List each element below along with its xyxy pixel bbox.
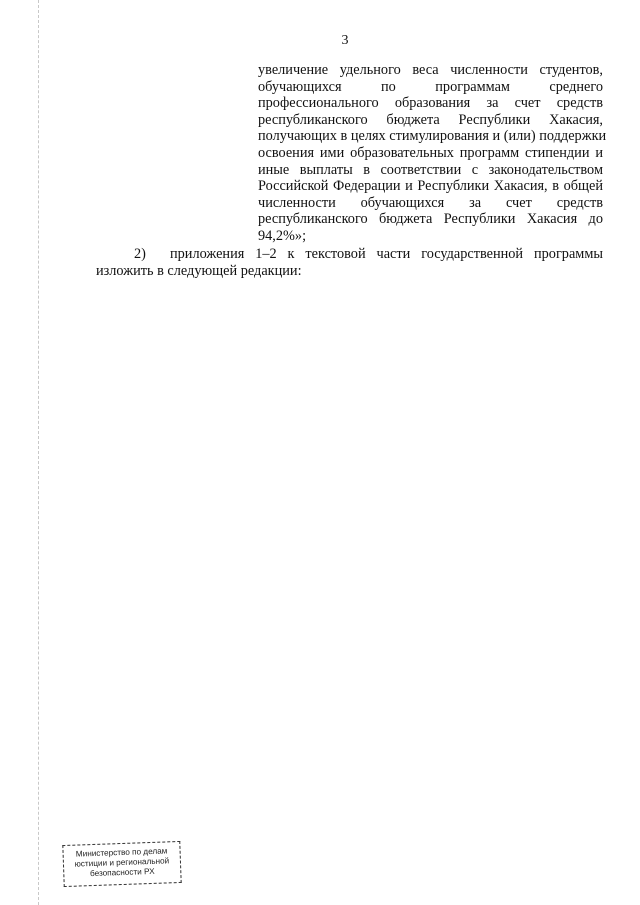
- text-line: 94,2%»;: [258, 227, 307, 244]
- text-line: получающих в целях стимулирования и (или) поддержки: [258, 128, 607, 145]
- list-item-2: [96, 246, 603, 280]
- quoted-indicator-text: [258, 62, 607, 245]
- text-line: профессионального образования за счет средств: [258, 95, 603, 112]
- text-line: увеличение удельного веса численности студентов,: [258, 62, 603, 78]
- text-line: численности обучающихся за счет средств: [258, 194, 603, 211]
- text-line: иные выплаты в соответствии с законодательством: [258, 161, 603, 178]
- text-line: республиканского бюджета Республики Хакасия до: [258, 211, 603, 228]
- stamp-line: юстиции и региональной: [74, 856, 170, 869]
- item-text-line-2: изложить в следующей редакции:: [96, 263, 302, 279]
- text-line: обучающихся по программам среднего: [258, 78, 603, 95]
- text-line: освоения ими образовательных программ стипендии и: [258, 144, 603, 161]
- page-number: 3: [341, 33, 349, 48]
- item-number: 2): [134, 246, 146, 262]
- ministry-stamp: [62, 841, 181, 887]
- text-line: Российской Федерации и Республики Хакасия, в общей: [258, 178, 603, 195]
- item-first-line: [96, 246, 603, 263]
- text-line: республиканского бюджета Республики Хакасия,: [258, 111, 603, 128]
- scan-margin-line: [38, 0, 39, 905]
- stamp-line: Министерство по делам: [75, 846, 168, 859]
- item-text-line-1: приложения 1–2 к текстовой части государственной программы: [170, 246, 603, 262]
- stamp-line: безопасности РХ: [89, 866, 155, 879]
